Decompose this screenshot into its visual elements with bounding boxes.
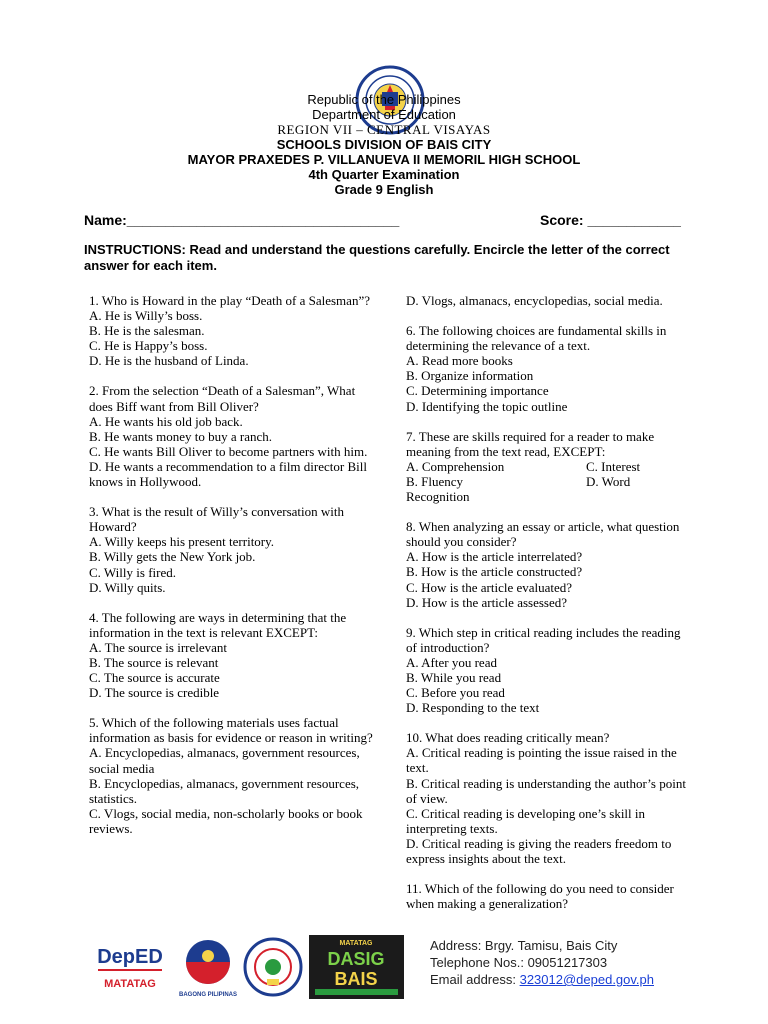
question-text: 6. The following choices are fundamental skills in determining the relevance of a text. [406, 323, 667, 354]
score-field[interactable]: Score: ____________ [540, 212, 681, 228]
question-text: 4. The following are ways in determining that the information in the text is relevant EXCEPT: [89, 609, 347, 640]
choice[interactable]: D. He wants a recommendation to a film director Bill knows in Hollywood. [89, 458, 367, 490]
choice[interactable]: A. After you read [406, 654, 497, 670]
choice[interactable]: D. Responding to the text [406, 700, 540, 716]
choice[interactable]: B. How is the article constructed? [406, 564, 583, 580]
choice[interactable]: D. Critical reading is giving the readers freedom to express insights about the text. [406, 835, 672, 866]
choice[interactable]: A. Comprehension [406, 458, 505, 474]
department-line: Department of Education [312, 107, 456, 122]
question-11 [406, 881, 688, 911]
choice[interactable]: C. He wants Bill Oliver to become partners with him. [89, 443, 368, 459]
school-seal-logo [243, 937, 303, 997]
choice[interactable]: B. Organize information [406, 368, 534, 384]
choice[interactable]: C. How is the article evaluated? [406, 579, 573, 595]
choice[interactable]: B. The source is relevant [89, 654, 219, 670]
right-column [406, 293, 688, 926]
instructions: INSTRUCTIONS: Read and understand the questions carefully. Encircle the letter of the correct answer for each item. [84, 242, 670, 273]
question-text: 11. Which of the following do you need to consider when making a generalization? [406, 881, 674, 912]
exam-line: 4th Quarter Examination [308, 167, 460, 182]
choice[interactable]: B. He wants money to buy a ranch. [89, 428, 273, 444]
question-7 [406, 429, 688, 504]
contact-block [430, 937, 654, 988]
choice[interactable]: B. He is the salesman. [89, 323, 205, 339]
choice[interactable]: C. He is Happy’s boss. [89, 338, 208, 354]
choice[interactable]: A. The source is irrelevant [89, 639, 228, 655]
choice[interactable]: A. He wants his old job back. [89, 413, 243, 429]
choice[interactable]: A. Willy keeps his present territory. [89, 534, 275, 550]
dasig-bais-logo [309, 935, 404, 999]
bais-text: BAIS [334, 969, 378, 989]
question-5 [89, 715, 379, 836]
address-line: Address: Brgy. Tamisu, Bais City [430, 938, 618, 953]
question-10 [406, 730, 688, 866]
question-text: 8. When analyzing an essay or article, what question should you consider? [406, 519, 680, 550]
choice[interactable]: A. Critical reading is pointing the issue raised in the text. [406, 745, 677, 776]
question-text: 10. What does reading critically mean? [406, 730, 610, 746]
dasig-text: DASIG [327, 949, 385, 969]
matatag-wordmark: MATATAG [104, 978, 156, 990]
choice[interactable]: C. Willy is fired. [89, 564, 176, 580]
choice-continuation: Recognition [406, 489, 470, 505]
choice[interactable]: D. Word [586, 473, 631, 489]
republic-line: Republic of the Philippines [307, 92, 461, 107]
question-text: 9. Which step in critical reading includes the reading of introduction? [406, 624, 681, 655]
question-text: 5. Which of the following materials uses factual information as basis for evidence or reason in writing? [89, 715, 373, 746]
question-text: 3. What is the result of Willy’s conversation with Howard? [89, 504, 344, 535]
choice[interactable]: B. Fluency [406, 473, 464, 489]
document-header [0, 92, 768, 197]
choice[interactable]: D. The source is credible [89, 685, 220, 701]
question-2 [89, 383, 379, 489]
choice[interactable]: D. He is the husband of Linda. [89, 353, 249, 369]
choice[interactable]: A. Encyclopedias, almanacs, government resources, social media [89, 745, 360, 776]
question-3 [89, 504, 379, 595]
name-score-row [84, 212, 694, 228]
choice[interactable]: C. The source is accurate [89, 670, 220, 686]
choice-row [406, 474, 688, 489]
choice[interactable]: B. Encyclopedias, almanacs, government resources, statistics. [89, 775, 360, 806]
choice[interactable]: C. Vlogs, social media, non-scholarly books or book reviews. [89, 805, 363, 836]
question-1 [89, 293, 379, 368]
choice[interactable]: A. How is the article interrelated? [406, 549, 583, 565]
bagong-pilipinas-logo [176, 936, 240, 1000]
deped-wordmark: DepED [97, 946, 163, 968]
question-9 [406, 625, 688, 716]
choice[interactable]: B. Critical reading is understanding the author’s point of view. [406, 775, 686, 806]
telephone-line: Telephone Nos.: 09051217303 [430, 955, 608, 970]
name-field[interactable]: Name:___________________________________ [84, 212, 400, 228]
choice[interactable]: B. Willy gets the New York job. [89, 549, 256, 565]
question-4 [89, 610, 379, 701]
choice[interactable]: C. Critical reading is developing one’s skill in interpreting texts. [406, 805, 646, 836]
choice[interactable]: C. Interest [586, 458, 641, 474]
bagong-pilipinas-text: BAGONG PILIPINAS [178, 992, 238, 998]
subject-line: Grade 9 English [334, 182, 434, 197]
choice-row [406, 459, 688, 474]
matatag-small-text: MATATAG [339, 940, 373, 947]
question-6 [406, 323, 688, 414]
email-label: Email address: [430, 972, 520, 987]
deped-matatag-logo [94, 937, 166, 999]
choice[interactable]: A. He is Willy’s boss. [89, 308, 203, 324]
left-column [89, 293, 379, 851]
question-text: 1. Who is Howard in the play “Death of a Salesman”? [89, 293, 370, 308]
email-link[interactable]: 323012@deped.gov.ph [519, 972, 654, 987]
choice[interactable]: C. Before you read [406, 685, 505, 701]
choice[interactable]: D. Vlogs, almanacs, encyclopedias, social media. [406, 293, 663, 308]
region-line: REGION VII – CENTRAL VISAYAS [277, 122, 491, 137]
question-text: 2. From the selection “Death of a Salesman”, What does Biff want from Bill Oliver? [89, 383, 356, 414]
division-line: SCHOOLS DIVISION OF BAIS CITY [276, 137, 492, 152]
choice[interactable]: D. How is the article assessed? [406, 594, 568, 610]
email-line [430, 971, 654, 988]
choice[interactable]: D. Identifying the topic outline [406, 398, 568, 414]
school-line: MAYOR PRAXEDES P. VILLANUEVA II MEMORIL HIGH SCHOOL [187, 152, 581, 167]
choice[interactable]: A. Read more books [406, 353, 513, 369]
choice[interactable]: D. Willy quits. [89, 579, 166, 595]
choice[interactable]: B. While you read [406, 669, 502, 685]
choice[interactable]: C. Determining importance [406, 383, 549, 399]
question-text: 7. These are skills required for a reader to make meaning from the text read, EXCEPT: [406, 428, 655, 459]
question-5-continued [406, 293, 688, 308]
question-8 [406, 519, 688, 610]
